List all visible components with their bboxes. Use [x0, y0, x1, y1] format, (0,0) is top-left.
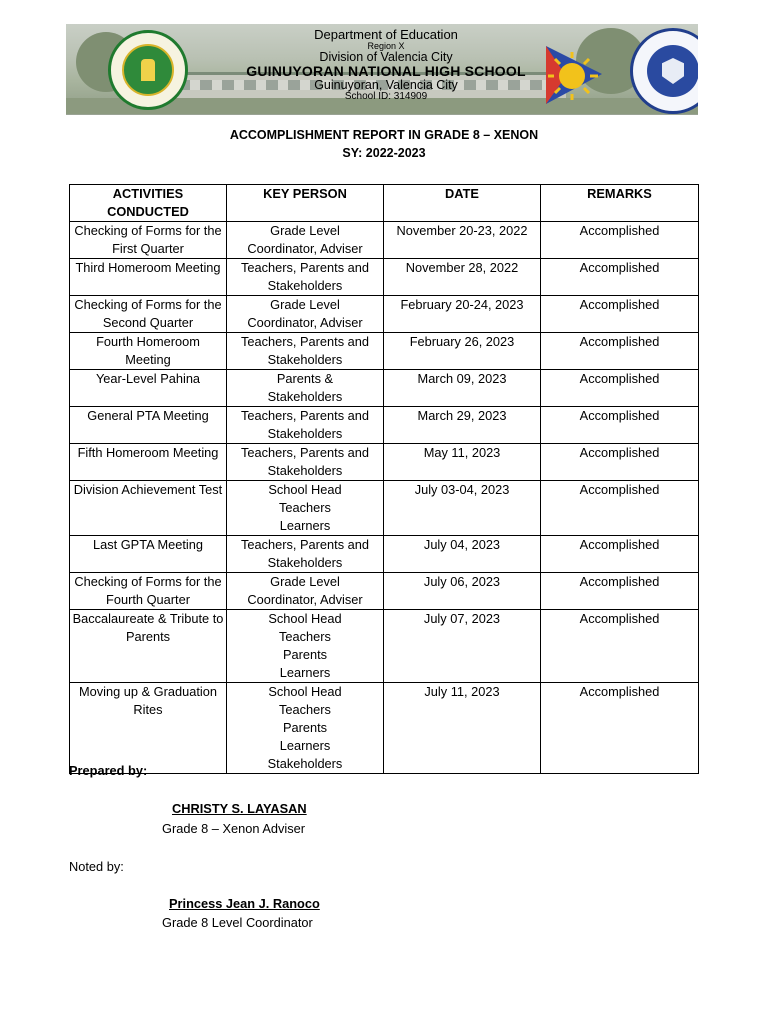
school-id: School ID: 314909	[344, 91, 428, 103]
key-person-cell	[227, 536, 384, 573]
table-row	[70, 610, 699, 683]
table-row	[70, 683, 699, 774]
key-person-line: Stakeholders	[267, 555, 343, 570]
key-person-line: School Head	[268, 684, 342, 699]
table-row	[70, 259, 699, 296]
letterhead-banner	[66, 24, 698, 115]
table-row	[70, 296, 699, 333]
key-person-line: Parents &	[276, 371, 334, 386]
date-cell: July 11, 2023	[384, 683, 541, 774]
key-person-line: Learners	[279, 518, 331, 533]
key-person-line: Teachers, Parents and	[240, 334, 370, 349]
date-cell: February 20-24, 2023	[384, 296, 541, 333]
table-header-row	[70, 185, 699, 222]
key-person-cell	[227, 407, 384, 444]
school-address: Guinuyoran, Valencia City	[314, 77, 458, 92]
key-person-line: Stakeholders	[267, 352, 343, 367]
table-body	[70, 222, 699, 774]
noted-by-title: Grade 8 Level Coordinator	[162, 915, 313, 930]
key-person-cell	[227, 683, 384, 774]
activity-cell: Checking of Forms for the First Quarter	[70, 222, 227, 259]
remarks-cell: Accomplished	[541, 333, 699, 370]
key-person-line: Teachers, Parents and	[240, 408, 370, 423]
remarks-cell: Accomplished	[541, 573, 699, 610]
key-person-line: Learners	[279, 665, 331, 680]
key-person-line: Coordinator, Adviser	[247, 241, 363, 256]
date-cell: July 04, 2023	[384, 536, 541, 573]
noted-by-label: Noted by:	[69, 859, 124, 874]
date-cell: March 29, 2023	[384, 407, 541, 444]
key-person-line: Teachers	[279, 500, 331, 515]
activity-cell: Checking of Forms for the Second Quarter	[70, 296, 227, 333]
key-person-line: Grade Level	[270, 297, 340, 312]
date-cell: February 26, 2023	[384, 333, 541, 370]
key-person-cell	[227, 573, 384, 610]
key-person-line: Grade Level	[270, 574, 340, 589]
date-cell: November 20-23, 2022	[384, 222, 541, 259]
school-year: SY: 2022-2023	[342, 146, 426, 160]
key-person-line: Grade Level	[270, 223, 340, 238]
date-cell: July 03-04, 2023	[384, 481, 541, 536]
remarks-cell: Accomplished	[541, 222, 699, 259]
key-person-line: Teachers, Parents and	[240, 445, 370, 460]
date-cell: July 07, 2023	[384, 610, 541, 683]
remarks-cell: Accomplished	[541, 610, 699, 683]
key-person-line: Teachers, Parents and	[240, 537, 370, 552]
date-cell: May 11, 2023	[384, 444, 541, 481]
activity-cell: Checking of Forms for the Fourth Quarter	[70, 573, 227, 610]
key-person-cell	[227, 222, 384, 259]
table-row	[70, 481, 699, 536]
remarks-cell: Accomplished	[541, 407, 699, 444]
header-activities: ACTIVITIES CONDUCTED	[70, 185, 227, 222]
region-name: Region X	[367, 40, 405, 51]
school-seal-logo	[108, 30, 188, 110]
key-person-cell	[227, 333, 384, 370]
key-person-cell	[227, 296, 384, 333]
key-person-cell	[227, 370, 384, 407]
report-title: ACCOMPLISHMENT REPORT IN GRADE 8 – XENON	[229, 128, 539, 142]
key-person-line: Stakeholders	[267, 278, 343, 293]
activity-cell: Baccalaureate & Tribute to Parents	[70, 610, 227, 683]
activity-cell: Fifth Homeroom Meeting	[70, 444, 227, 481]
key-person-cell	[227, 444, 384, 481]
remarks-cell: Accomplished	[541, 370, 699, 407]
remarks-cell: Accomplished	[541, 481, 699, 536]
key-person-line: Teachers	[279, 629, 331, 644]
remarks-cell: Accomplished	[541, 296, 699, 333]
date-cell: November 28, 2022	[384, 259, 541, 296]
key-person-line: School Head	[268, 611, 342, 626]
philippine-sun-logo	[532, 38, 610, 112]
prepared-by-title: Grade 8 – Xenon Adviser	[162, 821, 305, 836]
school-name: GUINUYORAN NATIONAL HIGH SCHOOL	[246, 63, 526, 80]
header-remarks: REMARKS	[541, 185, 699, 222]
key-person-line: Stakeholders	[267, 389, 343, 404]
table-row	[70, 222, 699, 259]
table-row	[70, 573, 699, 610]
activity-cell: Last GPTA Meeting	[70, 536, 227, 573]
accomplishment-table	[69, 184, 699, 774]
key-person-line: Coordinator, Adviser	[247, 592, 363, 607]
prepared-by-label: Prepared by:	[69, 763, 148, 778]
key-person-cell	[227, 259, 384, 296]
prepared-by-name: CHRISTY S. LAYASAN	[172, 801, 307, 816]
noted-by-name: Princess Jean J. Ranoco	[169, 896, 320, 911]
key-person-line: School Head	[268, 482, 342, 497]
key-person-line: Learners	[279, 738, 331, 753]
table-row	[70, 536, 699, 573]
key-person-line: Parents	[282, 647, 328, 662]
key-person-line: Teachers	[279, 702, 331, 717]
remarks-cell: Accomplished	[541, 259, 699, 296]
activity-cell: General PTA Meeting	[70, 407, 227, 444]
header-date: DATE	[384, 185, 541, 222]
table-row	[70, 407, 699, 444]
remarks-cell: Accomplished	[541, 683, 699, 774]
header-key-person: KEY PERSON	[227, 185, 384, 222]
table-row	[70, 370, 699, 407]
key-person-line: Stakeholders	[267, 463, 343, 478]
department-name: Department of Education	[314, 27, 458, 42]
activity-cell: Fourth Homeroom Meeting	[70, 333, 227, 370]
date-cell: July 06, 2023	[384, 573, 541, 610]
activity-cell: Third Homeroom Meeting	[70, 259, 227, 296]
key-person-line: Parents	[282, 720, 328, 735]
date-cell: March 09, 2023	[384, 370, 541, 407]
remarks-cell: Accomplished	[541, 536, 699, 573]
letterhead-text	[236, 28, 536, 103]
key-person-cell	[227, 481, 384, 536]
key-person-line: Stakeholders	[267, 756, 343, 771]
remarks-cell: Accomplished	[541, 444, 699, 481]
division-name: Division of Valencia City	[319, 50, 453, 65]
key-person-line: Teachers, Parents and	[240, 260, 370, 275]
activity-cell: Division Achievement Test	[70, 481, 227, 536]
table-row	[70, 333, 699, 370]
table-row	[70, 444, 699, 481]
key-person-line: Coordinator, Adviser	[247, 315, 363, 330]
activity-cell: Moving up & Graduation Rites	[70, 683, 227, 774]
activity-cell: Year-Level Pahina	[70, 370, 227, 407]
key-person-line: Stakeholders	[267, 426, 343, 441]
key-person-cell	[227, 610, 384, 683]
